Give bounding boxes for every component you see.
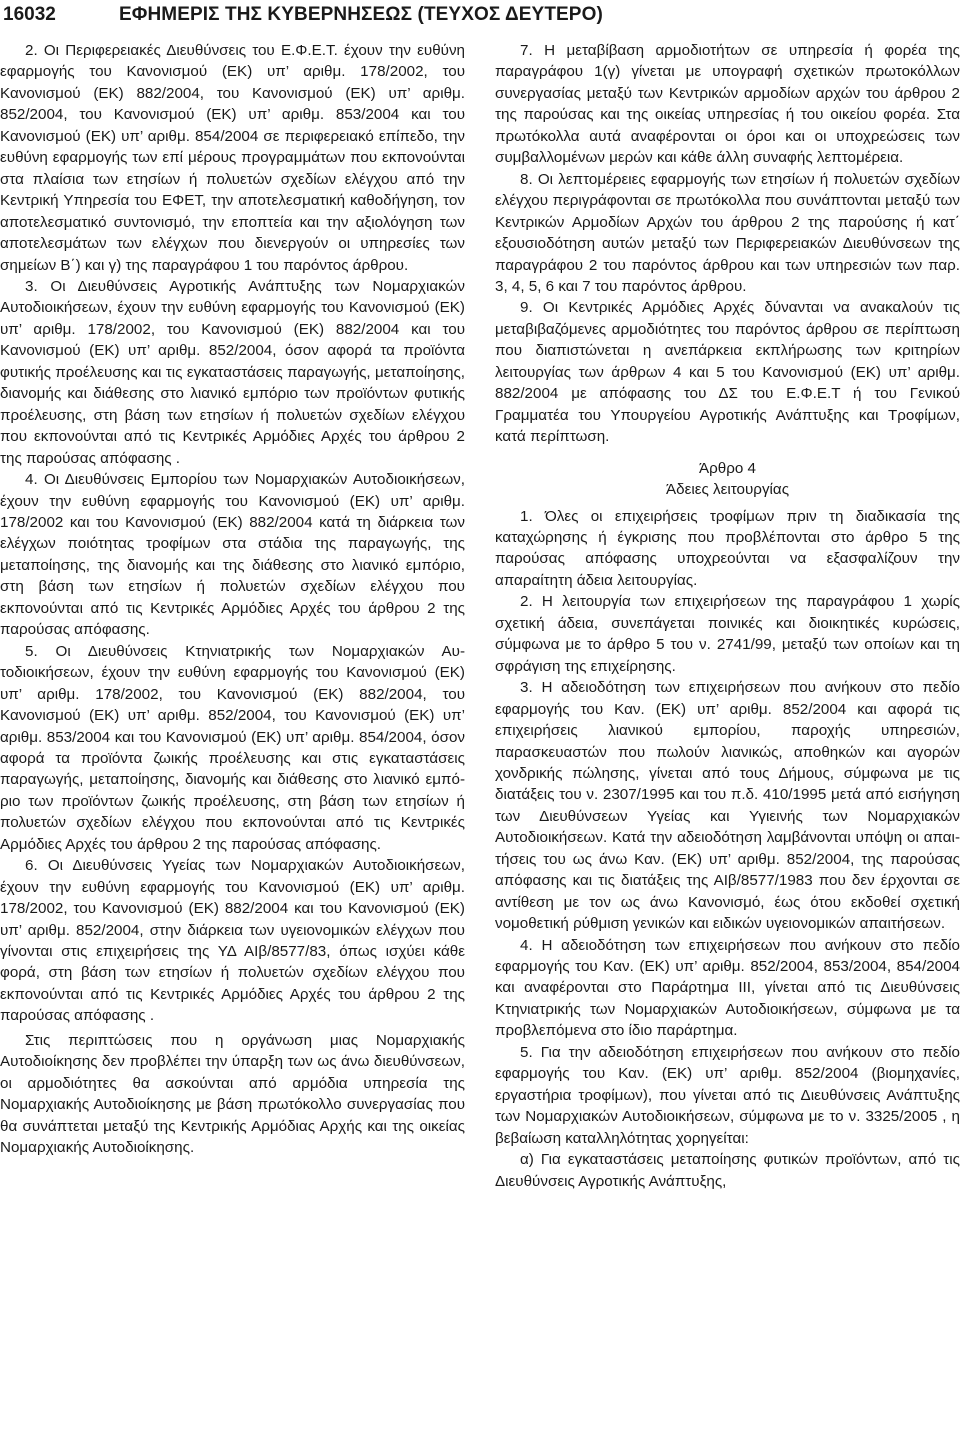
paragraph: α) Για εγκαταστάσεις μεταποίησης φυτικών προϊόντων, από τις Διευθύνσεις Αγροτικής Ανάπτυξης, (495, 1151, 960, 1190)
paragraph: 2. Οι Περιφερειακές Διευθύνσεις του Ε.Φ.Ε.Τ. έχουν την ευθύνη εφαρμογής του Κανονισμού (ΕΚ) υπ’ αριθμ. 178/2002, του Κανονισμού (ΕΚ) 882/2004, του Κανονισμού (ΕΚ) υπ’ αριθμ. 852/2004, του Κανονισμού (ΕΚ) υπ’ αριθμ. 853/2004 και του Κανονισμού (ΕΚ) υπ’ αριθμ. 854/2004 σε περιφερειακό επίπεδο, την ευθύνη εφαρμογής των επί μέρους προγραμμάτων που εκπονούνται στα πλαίσια των ετησίων ή πολυετών σχεδίων ελέγχου από την Κεντρική Υπηρεσία του ΕΦΕΤ, την αποτελεσματική καθοδήγηση, τον αποτελεσματικό συντονισμό, την εποπτεία και την αξιολόγηση των αποτελεσμάτων των ελέγχων που διενεργούν οι υπηρεσίες των σημείων Β΄) και γ) της παραγράφου 1 του παρόντος άρθρου. (0, 42, 465, 274)
page-number: 16032 (3, 4, 56, 25)
paragraph: 8. Οι λεπτομέρειες εφαρμογής των ετησίων ή πολυετών σχεδίων ελέγχου περιγράφονται σε πρωτόκολλα που συνάπτονται μεταξύ των Κεντρικών Αρμοδίων Αρχών του άρθρου 2 της παρούσης ή κατ΄ εξουσιοδότηση αυτών μεταξύ των Περιφερειακών Διευθύνσεων της παραγράφου 2 του παρόντος άρθρου και των υπηρεσιών των παρ. 3, 4, 5, 6 και 7 του παρόντος άρθρου. (495, 170, 960, 295)
article-number: Άρθρο 4 (699, 459, 756, 477)
paragraph: 5. Οι Διευθύνσεις Κτηνιατρικής των Νομαρχιακών Αυτοδιοικήσεων, έχουν την ευθύνη εφαρμογής του Κανονισμού (ΕΚ) υπ’ αριθμ. 178/2002, του Κανονισμού (ΕΚ) 882/2004, του Κανονισμού (ΕΚ) υπ’ αριθμ. 852/2004, του Κανονισμού (ΕΚ) υπ’ αριθμ. 853/2004 και του Κανονισμού (ΕΚ) υπ’ αριθμ. 854/2004, όσον αφορά τα προϊόντα ζωικής προέλευσης και στις εγκαταστάσεις παραγωγής, μεταποίησης, διανομής και διάθεσης στο λιανικό εμπόριο των προϊόντων ζωικής προέλευσης, στη βάση των ετησίων ή πολυετών σχεδίων ελέγχου που εκπονούνται από τις Κεντρικές Αρμόδιες Αρχές του άρθρου 2 της παρούσας απόφασης. (0, 642, 465, 853)
paragraph: 3. Οι Διευθύνσεις Αγροτικής Ανάπτυξης των Νομαρχιακών Αυτοδιοικήσεων, έχουν την ευθύνη εφαρμογής του Κανονισμού (ΕΚ) υπ’ αριθμ. 178/2002, του Κανονισμού (ΕΚ) 882/2004 και του Κανονισμού (ΕΚ) υπ’ αριθμ. 852/2004, όσον αφορά τα προϊόντα φυτικής προέλευσης και τις εγκαταστάσεις παραγωγής, μεταποίησης, διανομής και διάθεσης στο λιανικό εμπόριο των προϊόντων φυτικής προέλευσης, στη βάση των ετησίων ή πολυετών σχεδίων ελέγχου που εκπονούνται από τις Κεντρικές Αρμόδιες Αρχές του άρθρου 2 της παρούσας απόφασης . (0, 277, 465, 467)
paragraph: Στις περιπτώσεις που η οργάνωση μιας Νομαρχιακής Αυτοδιοίκησης δεν προβλέπει την ύπαρξη των ως άνω διευθύνσεων, οι αρμοδιότητες θα ασκούνται από αρμόδια υπηρεσία της Νομαρχιακής Αυτοδιοίκησης με βάση πρωτόκολλο συνεργασίας που θα συνάπτεται μεταξύ της Κεντρικής Αρμόδιας Αρχής και της οικείας Νομαρχιακής Αυτοδιοίκησης. (0, 1031, 465, 1157)
left-column (0, 40, 465, 1159)
paragraph: 6. Οι Διευθύνσεις Υγείας των Νομαρχιακών Αυτοδιοικήσεων, έχουν την ευθύνη εφαρμογής του Κανονισμού (ΕΚ) υπ’ αριθμ. 178/2002, του Κανονισμού (ΕΚ) 882/2004 και του Κανονισμού (ΕΚ) υπ’ αριθμ. 852/2004, στην διάρκεια των υγειονομικών ελέγχων που γίνονται στις επιχειρήσεις της ΥΔ ΑΙβ/8577/83, όπως ισχύει κάθε φορά, στη βάση των ετησίων ή πολυετών σχεδίων ελέγχου που εκπονούνται από τις Κεντρικές Αρμόδιες Αρχές του άρθρου 2 της παρούσας απόφασης . (0, 857, 465, 1025)
paragraph: 2. Η λειτουργία των επιχειρήσεων της παραγράφου 1 χωρίς σχετική άδεια, συνεπάγεται ποινικές και διοικητικές κυρώσεις, σύμφωνα με το άρθρο 5 του ν. 2741/99, μεταξύ των οποίων και τη σφράγιση της επιχείρησης. (495, 593, 960, 675)
paragraph: 1. Όλες οι επιχειρήσεις τροφίμων πριν τη διαδικασία της καταχώρησης ή έγκρισης που προβλέπονται στο άρθρο 5 της παρούσας απόφασης υποχρεούνται να εξασφαλίζουν την απαραίτητη άδεια λειτουργίας. (495, 507, 960, 589)
right-column (495, 40, 960, 1192)
paragraph: 9. Οι Κεντρικές Αρμόδιες Αρχές δύνανται να ανακαλούν τις μεταβιβαζόμενες αρμοδιότητες του παρόντος άρθρου σε περίπτωση που διαπιστώνεται η ανεπάρκεια εκπλήρωσης των κριτηρίων λειτουργίας των άρθρων 4 και 5 του Κανονισμού (ΕΚ) υπ’ αριθμ. 882/2004 με απόφασης του ΔΣ του Ε.Φ.Ε.Τ ή του Γενικού Γραμματέα του Υπουργείου Αγροτικής Ανάπτυξης και Τροφίμων, κατά περίπτωση. (495, 299, 960, 446)
paragraph: 7. Η μεταβίβαση αρμοδιοτήτων σε υπηρεσία ή φορέα της παραγράφου 1(γ) γίνεται με υπογραφή σχετικών πρωτοκόλλων συνεργασίας μεταξύ των Κεντρικών αρμοδίων αρχών του άρθρου 2 της παρούσας και της οικείας υπηρεσίας ή του οικείου φορέα. Στα πρωτόκολλα αυτά αναφέρονται οι όροι και οι υποχρεώσεις των συμβαλλομένων μερών και κάθε άλλη συναφής λεπτομέρεια. (495, 42, 960, 167)
paragraph: 5. Για την αδειοδότηση επιχειρήσεων που ανήκουν στο πεδίο εφαρμογής του Καν. (ΕΚ) υπ’ αριθμ. 852/2004 (βιομηχανίες, εργαστήρια τροφίμων), που γίνεται από τις Διευθύνσεις Ανάπτυξης των Νομαρχιακών Αυτοδιοικήσεων, σύμφωνα με το ν. 3325/2005 , η βεβαίωση καταλληλότητας χορηγείται: (495, 1043, 960, 1147)
paragraph: 3. Η αδειοδότηση των επιχειρήσεων που ανήκουν στο πεδίο εφαρμογής του Καν. (ΕΚ) υπ’ αριθμ. 852/2004 και αφορά τις επιχειρήσεις λιανικού εμπορίου, παροχής υπηρεσιών, παρασκευαστών που πωλούν λιανικώς, αποθηκών και αγορών χονδρικής πώλησης, γίνεται από τους Δήμους, σύμφωνα με τις διατάξεις του ν. 2307/1995 και του π.δ. 410/1995 μετά από εισήγηση των Διευθύνσεων Υγείας και Υγιεινής των Νομαρχιακών Αυτοδιοικήσεων. Κατά την αδειοδότηση λαμβάνονται υπόψη οι απαιτήσεις του ως άνω Καν. (ΕΚ) υπ’ αριθμ. 852/2004, της παρούσας απόφασης και τις διατάξεις της ΑΙβ/8577/1983 που δεν έρχονται σε αντίθεση με τον ως άνω Κανονισμό, έως ότου εκδοθεί σχετική νομοθετική ρύθμιση γενικών και ειδικών υγειονομικών απαιτήσεων. (495, 679, 960, 933)
journal-title: ΕΦΗΜΕΡΙΣ ΤΗΣ ΚΥΒΕΡΝΗΣΕΩΣ (ΤΕΥΧΟΣ ΔΕΥΤΕΡΟ) (119, 4, 603, 25)
article-title: Άδειες λειτουργίας (665, 481, 790, 499)
paragraph: 4. Οι Διευθύνσεις Εμπορίου των Νομαρχιακών Αυτοδιοικήσεων, έχουν την ευθύνη εφαρμογής του Κανονισμού (ΕΚ) υπ’ αριθμ. 178/2002 και του Κανονισμού (ΕΚ) 882/2004 κατά τη διάρκεια των ελέγχων ποιότητας τροφίμων στα στάδια της παραγωγής, της μεταποίησης, της διανομής και της διάθεσης στο λιανικό εμπόριο, στη βάση των ετησίων ή πολυετών σχεδίων ελέγχου που εκπονούνται από τις Κεντρικές Αρμόδιες Αρχές του άρθρου 2 της παρούσας απόφασης. (0, 471, 465, 639)
paragraph: 4. Η αδειοδότηση των επιχειρήσεων που ανήκουν στο πεδίο εφαρμογής του Καν. (ΕΚ) υπ’ αριθμ. 852/2004, 853/2004, 854/2004 και αναφέρονται στο Παράρτημα ΙΙΙ, γίνεται από τις Διευθύνσεις Κτηνιατρικής των Νομαρχιακών Αυτοδιοικήσεων, σύμφωνα με τα προβλεπόμενα στο ίδιο παράρτημα. (495, 936, 960, 1040)
page-header (0, 0, 960, 34)
